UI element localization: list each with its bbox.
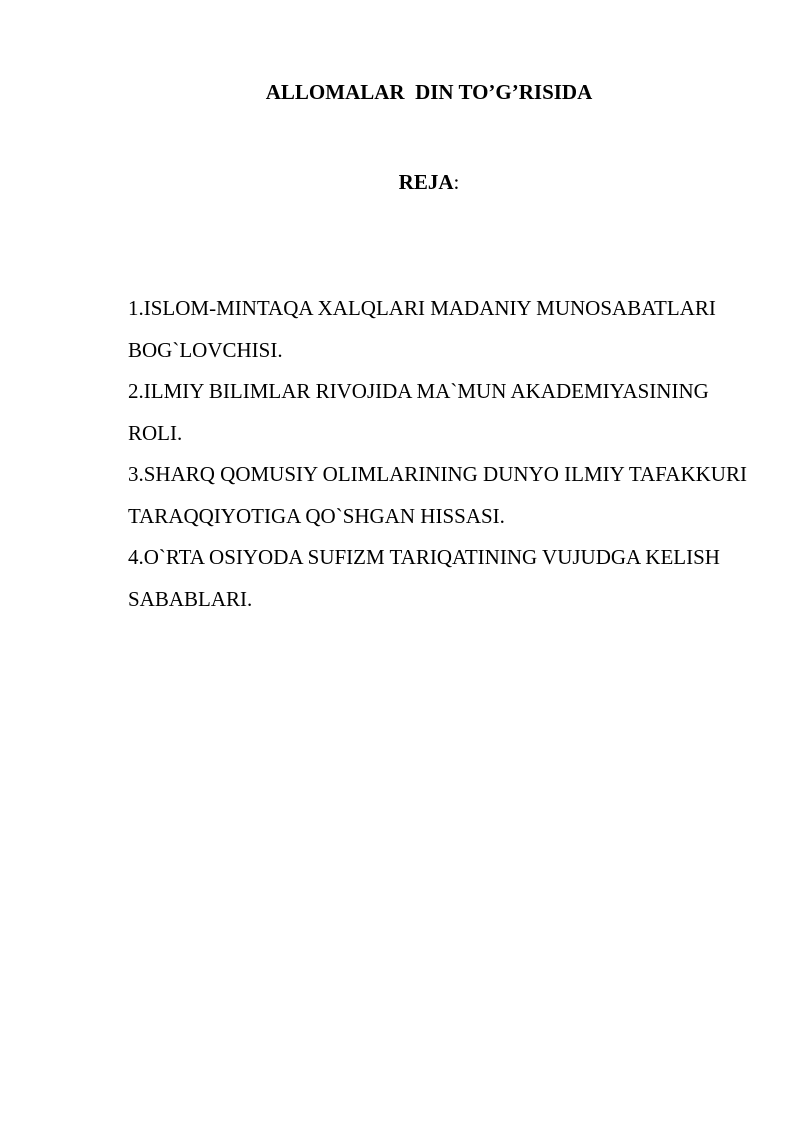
document-title: ALLOMALAR DIN TO’G’RISIDA (265, 80, 593, 104)
plan-item-4: 4.O`RTA OSIYODA SUFIZM TARIQATINING VUJUDGA KELISH SABABLARI. (128, 545, 720, 611)
plan-heading-colon: : (453, 170, 460, 194)
plan-item-3: 3.SHARQ QOMUSIY OLIMLARINING DUNYO ILMIY TAFAKKURI TARAQQIYOTIGA QO`SHGAN HISSASI. (128, 462, 747, 528)
plan-list (128, 288, 768, 620)
plan-item-1: 1.ISLOM-MINTAQA XALQLARI MADANIY MUNOSABATLARI BOG`LOVCHISI. (128, 296, 716, 362)
plan-heading (0, 168, 800, 196)
plan-heading-label: REJA (398, 170, 454, 194)
plan-item-2: 2.ILMIY BILIMLAR RIVOJIDA MA`MUN AKADEMIYASINING ROLI. (128, 379, 709, 445)
